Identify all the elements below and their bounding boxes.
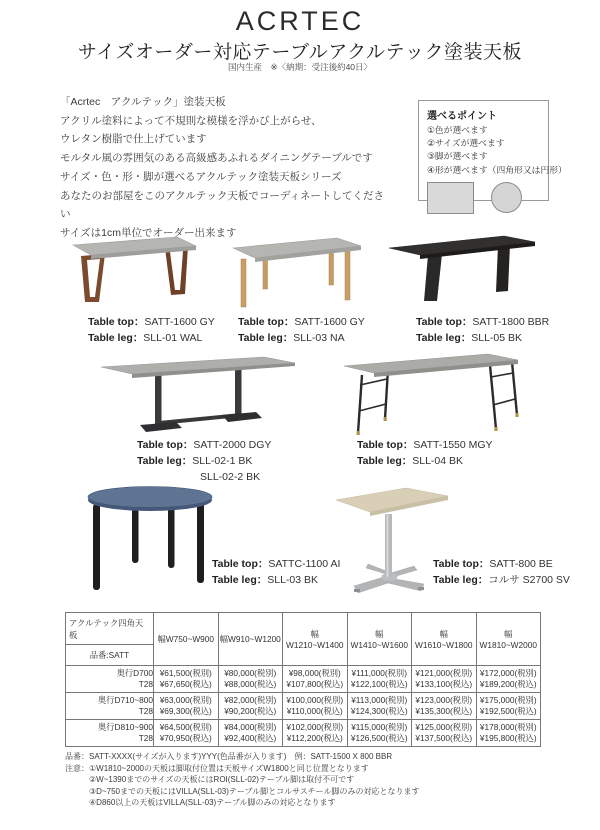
price-cell: ¥98,000(税別) ¥107,800(税込)	[283, 666, 348, 693]
leg-code: SLL-03 BK	[267, 574, 319, 586]
price-cell: ¥115,000(税別) ¥126,500(税込)	[347, 720, 412, 747]
product-leg-line: Table leg：SLL-03 NA	[238, 332, 345, 344]
product-top-line: Table top：SATT-1600 GY	[238, 316, 365, 328]
top-code: SATT-1550 MGY	[413, 439, 493, 451]
depth-cell: 奥行D700 T28	[66, 666, 154, 693]
product-top-line: Table top：SATT-1550 MGY	[357, 439, 493, 451]
circle-shape-sample	[491, 182, 522, 213]
product-label	[137, 437, 271, 485]
footer-notes	[65, 751, 420, 809]
width-column-header: 幅W1210~W1400	[283, 613, 348, 666]
width-column-header: 幅W1610~W1800	[412, 613, 477, 666]
leg-code: SLL-05 BK	[471, 332, 523, 344]
price-cell: ¥100,000(税別) ¥110,000(税込)	[283, 693, 348, 720]
points-item: ②サイズが選べます	[427, 138, 505, 149]
leg-code: SLL-01 WAL	[143, 332, 203, 344]
top-code: SATT-1600 GY	[294, 316, 365, 328]
width-column-header: 幅W1810~W2000	[476, 613, 541, 666]
product-top-line: Table top：SATT-1600 GY	[88, 316, 215, 328]
product-top-line: Table top：SATTC-1100 AI	[212, 558, 341, 570]
page-subtitle: サイズオーダー対応テーブルアクルテック塗装天板	[77, 42, 523, 63]
selectable-points-box	[418, 100, 567, 201]
production-note: 国内生産 ※〈納期：受注後約40日〉	[227, 62, 373, 72]
description-line: モルタル風の雰囲気のある高級感あふれるダイニングテーブルです	[60, 152, 373, 165]
product-leg-line: Table leg：SLL-02-1 BK	[137, 455, 253, 467]
price-cell: ¥125,000(税別) ¥137,500(税込)	[412, 720, 477, 747]
product-image-satt1600gy-sll03na	[226, 235, 366, 315]
width-column-header: 幅W910~W1200	[218, 613, 283, 666]
price-cell: ¥121,000(税別) ¥133,100(税込)	[412, 666, 477, 693]
price-cell: ¥61,500(税別) ¥67,650(税込)	[154, 666, 219, 693]
product-top-line: Table top：SATT-1800 BBR	[416, 316, 550, 328]
product-top-line: Table top：SATT-800 BE	[433, 558, 553, 570]
product-leg-line: Table leg：SLL-01 WAL	[88, 332, 203, 344]
description-line: ウレタン樹脂で仕上げています	[60, 133, 207, 146]
price-row-d810-900	[66, 720, 541, 747]
part-number-note: 品番：SATT-XXXX(サイズが入ります)YYY(色品番が入ります) 例：SATT-1500 X 800 BBR	[65, 752, 393, 761]
description-line: 「Acrtec アクルテック」塗装天板	[60, 96, 226, 108]
points-item: ③脚が選べます	[427, 151, 488, 162]
page-title: ACRTEC	[235, 6, 365, 36]
price-cell: ¥80,000(税別) ¥88,000(税込)	[218, 666, 283, 693]
points-item: ①色が選べます	[427, 125, 488, 135]
price-row-d700	[66, 666, 541, 693]
price-cell: ¥84,000(税別) ¥92,400(税込)	[218, 720, 283, 747]
top-code: SATTC-1100 AI	[268, 558, 341, 570]
price-row-d710-800	[66, 693, 541, 720]
price-cell: ¥63,000(税別) ¥69,300(税込)	[154, 693, 219, 720]
product-leg-line: Table leg：SLL-03 BK	[212, 574, 319, 586]
leg-code: SLL-03 NA	[293, 332, 345, 344]
product-label	[238, 314, 365, 346]
product-image-satt1800bbr-sll05bk	[386, 233, 538, 307]
price-cell: ¥82,000(税別) ¥90,200(税込)	[218, 693, 283, 720]
width-column-header: 幅W1410~W1600	[347, 613, 412, 666]
square-shape-sample	[427, 182, 474, 214]
leg-code: SLL-02-2 BK	[200, 471, 261, 483]
product-leg-line-2	[200, 469, 271, 485]
corner-part-number: 品番:SATT	[89, 650, 130, 660]
product-image-sattc1100ai-sll03bk	[68, 484, 218, 596]
product-label	[88, 314, 215, 346]
price-cell: ¥123,000(税別) ¥135,300(税込)	[412, 693, 477, 720]
price-cell: ¥175,000(税別) ¥192,500(税込)	[476, 693, 541, 720]
product-description	[60, 93, 390, 243]
product-leg-line: Table leg：SLL-05 BK	[416, 332, 523, 344]
top-code: SATT-2000 DGY	[193, 439, 272, 451]
top-code: SATT-1600 GY	[144, 316, 215, 328]
caution-label: 注意：	[65, 763, 89, 773]
product-label	[433, 556, 570, 588]
price-cell: ¥111,000(税別) ¥122,100(税込)	[347, 666, 412, 693]
price-cell: ¥102,000(税別) ¥112,200(税込)	[283, 720, 348, 747]
shape-samples	[427, 182, 540, 214]
product-label	[416, 314, 549, 346]
leg-code: コルサ S2700 SV	[488, 574, 570, 586]
product-image-satt2000dgy-sll02bk	[98, 355, 298, 437]
product-label	[212, 556, 340, 588]
price-cell: ¥178,000(税別) ¥195,800(税込)	[476, 720, 541, 747]
top-code: SATT-1800 BBR	[472, 316, 550, 328]
price-table-header-row	[66, 613, 541, 666]
price-table	[65, 612, 541, 747]
corner-title: アクルテック四角天板	[66, 613, 153, 645]
price-cell: ¥172,000(税別) ¥189,200(税込)	[476, 666, 541, 693]
top-code: SATT-800 BE	[489, 558, 553, 570]
product-top-line: Table top：SATT-2000 DGY	[137, 439, 272, 451]
description-line: アクリル塗料によって不規則な模様を浮かび上がらせ、	[60, 114, 322, 127]
product-image-satt1600gy-sll01wal	[62, 234, 200, 312]
depth-cell: 奥行D810~900 T28	[66, 720, 154, 747]
points-box-title: 選べるポイント	[427, 111, 497, 122]
caution-note: ④D860以上の天板はVILLA(SLL-03)テーブル脚のみの対応となります	[89, 798, 336, 808]
product-leg-line: Table leg：コルサ S2700 SV	[433, 574, 570, 586]
caution-note: ③D~750までの天板にはVILLA(SLL-03)テーブル脚とコルサスチール脚のみの対応となります	[89, 786, 420, 796]
product-image-satt1550mgy-sll04bk	[338, 351, 523, 437]
points-item: ④形が選べます（四角形又は円形）	[427, 164, 567, 175]
description-line: サイズ・色・形・脚が選べるアクルテック塗装天板シリーズ	[60, 170, 342, 183]
product-leg-line: Table leg：SLL-04 BK	[357, 455, 464, 467]
caution-note: ②W~1390までのサイズの天板にはROI(SLL-02)テーブル脚は取付不可です	[89, 775, 355, 785]
caution-note: 注意：①W1810~2000の天板は脚取付位置は天板サイズW1800と同じ位置となります	[65, 763, 369, 773]
price-cell: ¥113,000(税別) ¥124,300(税込)	[347, 693, 412, 720]
description-line: あなたのお部屋をこのアクルテック天板でコーディネートしてください	[60, 189, 385, 221]
description-line: サイズは1cm単位でオーダー出来ます	[60, 226, 237, 239]
price-cell: ¥64,500(税別) ¥70,950(税込)	[154, 720, 219, 747]
depth-cell: 奥行D710~800 T28	[66, 693, 154, 720]
width-column-header: 幅W750~W900	[154, 613, 219, 666]
leg-code: SLL-04 BK	[412, 455, 464, 467]
product-label	[357, 437, 493, 469]
price-table-corner	[66, 613, 154, 666]
leg-code: SLL-02-1 BK	[192, 455, 253, 467]
